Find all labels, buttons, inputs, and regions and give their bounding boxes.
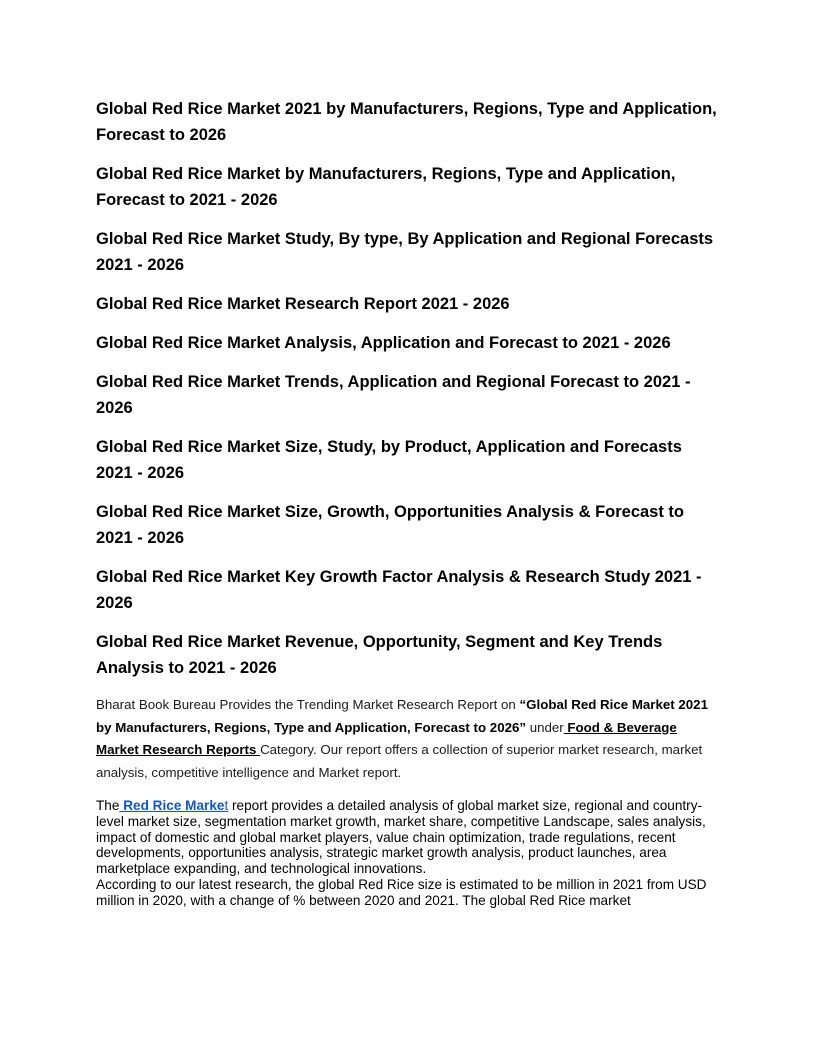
- body-paragraph-2: According to our latest research, the global Red Rice size is estimated to be million in 2021 from USD million in 2020, with a change of % between 2020 and 2021. The global Red Rice market: [96, 876, 707, 908]
- heading-2: Global Red Rice Market by Manufacturers, Regions, Type and Application, Forecast to 2021 - 2026: [96, 165, 676, 209]
- heading-9: Global Red Rice Market Key Growth Factor Analysis & Research Study 2021 - 2026: [96, 568, 702, 612]
- heading-3: Global Red Rice Market Study, By type, By Application and Regional Forecasts 2021 - 2026: [96, 230, 714, 274]
- heading-4: Global Red Rice Market Research Report 2021 - 2026: [96, 295, 510, 313]
- body-paragraph-rest: report provides a detailed analysis of global market size, regional and country-level market size, segmentation market growth, market share, competitive Landscape, sales analysis, impact of domestic and global market players, value chain optimization, trade regulations, recent developments, opportunities analysis, strategic market growth analysis, product launches, area marketplace expanding, and technological innovations.: [96, 798, 706, 877]
- heading-5: Global Red Rice Market Analysis, Application and Forecast to 2021 - 2026: [96, 334, 671, 352]
- heading-7: Global Red Rice Market Size, Study, by Product, Application and Forecasts 2021 - 2026: [96, 438, 682, 482]
- intro-lead: Bharat Book Bureau Provides the Trending Market Research Report on: [96, 697, 520, 712]
- red-rice-market-link[interactable]: Red Rice Marke: [119, 798, 225, 813]
- intro-under: under: [526, 719, 564, 735]
- body-the: The: [96, 798, 120, 813]
- body-paragraph: [96, 798, 722, 909]
- heading-6: Global Red Rice Market Trends, Application and Regional Forecast to 2021 - 2026: [96, 373, 691, 417]
- heading-10: Global Red Rice Market Revenue, Opportunity, Segment and Key Trends Analysis to 2021 - 2026: [96, 633, 663, 677]
- heading-1: Global Red Rice Market 2021 by Manufacturers, Regions, Type and Application, Forecast to 2026: [96, 100, 717, 144]
- intro-tail: Category. Our report offers a collection of superior market research, market analysis, competitive intelligence and Market report.: [96, 742, 703, 780]
- category-link[interactable]: Food & Beverage Market Research Reports: [96, 719, 677, 757]
- intro-report-title: “Global Red Rice Market 2021 by Manufacturers, Regions, Type and Application, Forecast to 2026”: [96, 697, 708, 735]
- intro-paragraph: [96, 694, 722, 784]
- heading-8: Global Red Rice Market Size, Growth, Opportunities Analysis & Forecast to 2021 - 2026: [96, 503, 685, 547]
- document-page: [96, 96, 722, 909]
- red-rice-market-link-tail[interactable]: t: [224, 798, 229, 813]
